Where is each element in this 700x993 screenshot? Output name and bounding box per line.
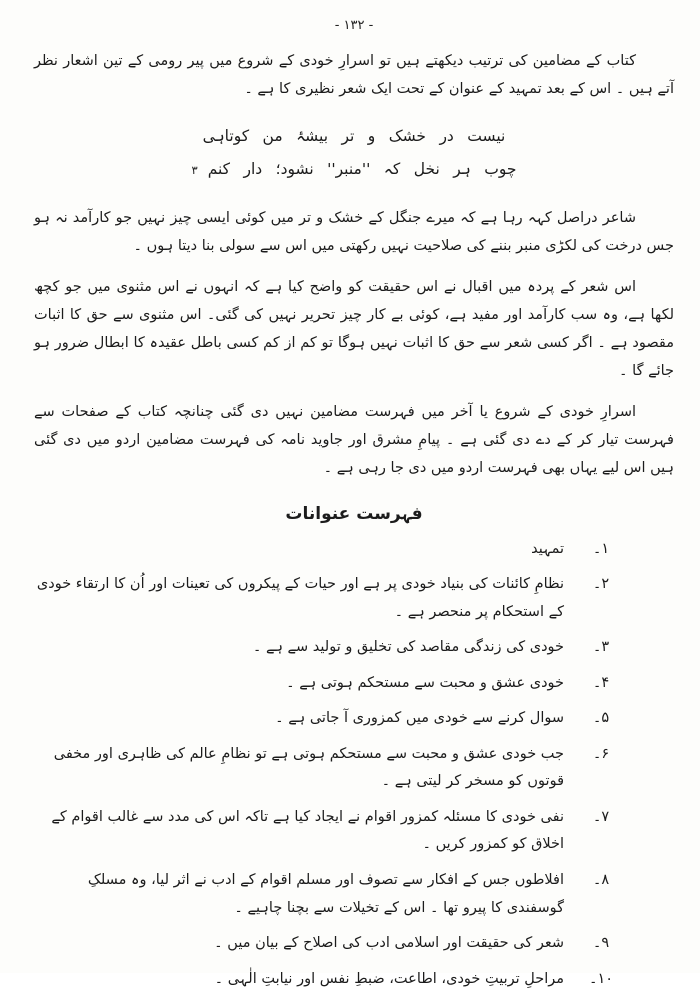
toc-item-text: نفی خودی کا مسئلہ کمزور اقوام نے ایجاد کیا ہے تاکہ اس کی مدد سے غالب اقوام کے اخلاق کو کمزور کریں ۔ (51, 808, 564, 853)
toc-item-text: خودی عشق و محبت سے مستحکم ہوتی ہے ۔ (286, 674, 564, 691)
toc-row (34, 804, 674, 859)
toc-row (34, 670, 674, 698)
toc-heading: فہرست عنوانات (285, 503, 423, 524)
paragraph-explanation: شاعر دراصل کہہ رہا ہے کہ میرے جنگل کے خشک و تر میں کوئی ایسی چیز نہیں جو کارآمد نہ ہو جس درخت کی لکڑی منبر بننے کی صلاحیت نہیں رکھتی میں اس سے سولی بنا دیتا ہوں ۔ (34, 210, 674, 255)
toc-item-number: ۹۔ (592, 935, 610, 952)
toc-item-number: ۳۔ (592, 639, 610, 656)
toc-row (34, 930, 674, 958)
paragraph-iqbal-intent: اس شعر کے پردہ میں اقبال نے اس حقیقت کو واضح کیا ہے کہ انہوں نے اس مثنوی میں جو کچھ لکھا ہے، وہ سب کارآمد اور مفید ہے، کوئی بے کار چیز تحریر نہیں کی گئی۔ اس مثنوی سے حق کا اثبات مقصود ہے ۔ اگر کسی شعر سے حق کا اثبات نہیں ہوگا تو کم از کم کسی باطل عقیدہ کا ابطال ضرور ہو جائے گا ۔ (34, 278, 674, 380)
toc-item-number: ۸۔ (592, 872, 610, 889)
toc-item-number: ۱۔ (592, 540, 610, 557)
paragraph-intro: کتاب کے مضامین کی ترتیب دیکھتے ہیں تو اسرارِ خودی کے شروع میں پیر رومی کے تین اشعار نظر آتے ہیں ۔ اس کے بعد تمہید کے عنوان کے تحت ایک شعر نظیری کا ہے ۔ (34, 53, 674, 98)
toc-item-text: نظامِ کائنات کی بنیاد خودی پر ہے اور حیات کے پیکروں کی تعینات اور اُن کا ارتقاء خودی کے استحکام پر منحصر ہے ۔ (36, 576, 564, 620)
couplet-line-2-text: چوب ہر نخل کہ ''منبر'' نشود؛ دار کنم (207, 159, 517, 178)
toc-item-number: ۴۔ (592, 674, 610, 691)
page-number: - ۱۳۲ - (334, 18, 374, 33)
toc-item-text: افلاطوں جس کے افکار سے تصوف اور مسلم اقوام کے ادب نے اثر لیا، وہ مسلکِ گوسفندی کا پیرو تھا ۔ اس کے تخیلات سے بچنا چاہیے ۔ (87, 872, 564, 916)
toc-item-text: تمہید (531, 540, 564, 557)
toc-row (34, 571, 674, 626)
toc-row (34, 634, 674, 662)
toc-row (34, 536, 674, 564)
toc-row (34, 966, 674, 993)
toc-row (34, 705, 674, 733)
toc-item-number: ۲۔ (592, 576, 610, 593)
toc-list (34, 536, 674, 993)
couplet-line-2 (34, 153, 674, 186)
paragraph-fihrist-note: اسرارِ خودی کے شروع یا آخر میں فہرست مضامین نہیں دی گئی چنانچہ کتاب کے صفحات سے فہرست تیار کر کے دے دی گئی ہے ۔ پیامِ مشرق اور جاوید نامہ کی فہرست مضامین اردو میں دی گئی ہیں اس لیے یہاں بھی فہرست اردو میں دی جا رہی ہے ۔ (34, 403, 674, 477)
toc-item-text: خودی کی زندگی مقاصد کی تخلیق و تولید سے ہے ۔ (252, 639, 564, 656)
toc-item-text: مراحلِ تربیتِ خودی، اطاعت، ضبطِ نفس اور نیابتِ الٰہی ۔ (214, 970, 564, 987)
toc-item-number: ۵۔ (592, 710, 610, 727)
footnote-reference: ۳ (191, 162, 198, 177)
toc-row (34, 741, 674, 796)
couplet-line-1: نیست در خشک و تر بیشۂ من کوتاہی (202, 126, 506, 145)
toc-item-number: ۷۔ (592, 808, 610, 825)
toc-item-text: سوال کرنے سے خودی میں کمزوری آ جاتی ہے ۔ (275, 710, 564, 727)
persian-couplet (34, 120, 674, 187)
toc-row (34, 867, 674, 922)
toc-item-text: شعر کی حقیقت اور اسلامی ادب کی اصلاح کے بیان میں ۔ (214, 935, 564, 952)
toc-item-text: جب خودی عشق و محبت سے مستحکم ہوتی ہے تو نظامِ عالم کی ظاہری اور مخفی قوتوں کو مسخر کر لیتی ہے ۔ (53, 745, 564, 790)
toc-item-number: ۱۰۔ (588, 970, 614, 987)
toc-item-number: ۶۔ (592, 745, 610, 762)
